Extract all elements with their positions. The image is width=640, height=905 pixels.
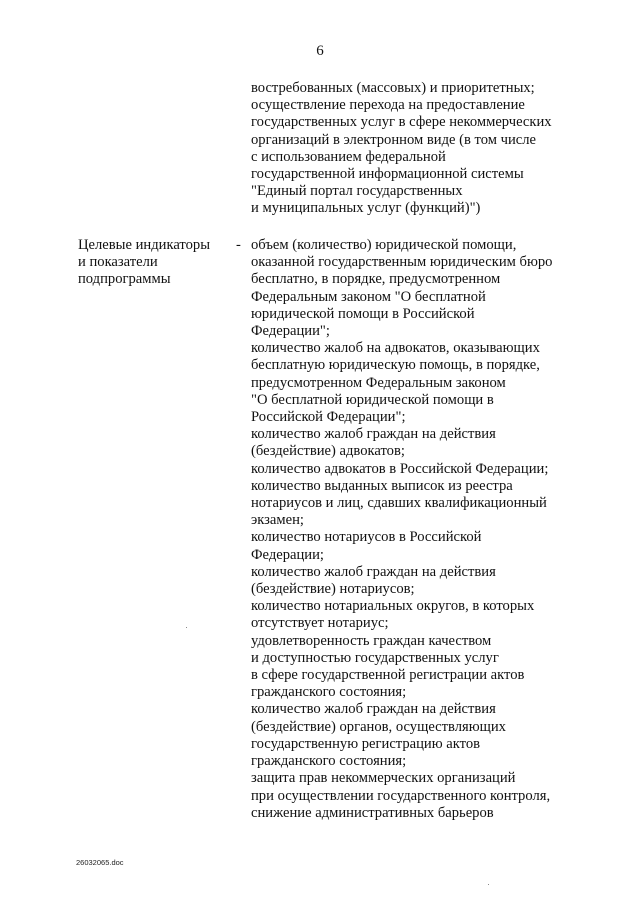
row-value-line: (бездействие) адвокатов; — [251, 443, 405, 460]
row-value-line: гражданского состояния; — [251, 684, 407, 701]
row-value-line: количество адвокатов в Российской Федерации; — [251, 460, 549, 477]
row-value-line: нотариусов и лиц, сдавших квалификационный — [251, 495, 547, 512]
row-value-line: государственную регистрацию актов — [251, 735, 481, 752]
row-value-line: количество нотариусов в Российской — [251, 529, 482, 546]
continuation-line: организаций в электронном виде (в том числе — [251, 131, 536, 148]
row-label-line: Целевые индикаторы — [78, 237, 211, 253]
row-value-line: количество нотариальных округов, в которых — [251, 598, 535, 615]
row-value-line: бесплатно, в порядке, предусмотренном — [251, 271, 501, 288]
continuation-line: востребованных (массовых) и приоритетных; — [251, 80, 535, 96]
row-value-line: при осуществлении государственного контроля, — [251, 787, 551, 804]
continuation-text-block — [251, 80, 581, 218]
continuation-line: "Единый портал государственных — [251, 183, 463, 200]
row-value-line: "О бесплатной юридической помощи в — [251, 391, 494, 408]
continuation-line: с использованием федеральной — [251, 148, 446, 165]
row-value-line: оказанной государственным юридическим бюро — [251, 254, 553, 271]
row-value-line: в сфере государственной регистрации актов — [251, 667, 525, 684]
row-value-line: бесплатную юридическую помощь, в порядке, — [251, 357, 540, 374]
row-value-line: юридической помощи в Российской — [251, 305, 475, 322]
indicators-row-value — [251, 237, 581, 822]
row-value-line: и доступностью государственных услуг — [251, 649, 499, 666]
row-value-line: (бездействие) нотариусов; — [251, 581, 415, 598]
row-value-line: количество жалоб граждан на действия — [251, 701, 496, 718]
row-value-line: снижение административных барьеров — [251, 804, 494, 821]
row-separator-dash: - — [236, 237, 241, 253]
row-label-line: и показатели — [78, 254, 158, 271]
continuation-line: и муниципальных услуг (функций)") — [251, 200, 481, 217]
continuation-line: государственных услуг в сфере некоммерческих — [251, 114, 552, 131]
page-number: 6 — [316, 43, 324, 59]
row-label-line: подпрограммы — [78, 271, 171, 288]
row-value-line: удовлетворенность граждан качеством — [251, 632, 492, 649]
continuation-line: осуществление перехода на предоставление — [251, 97, 525, 114]
row-value-line: (бездействие) органов, осуществляющих — [251, 718, 506, 735]
row-value-line: объем (количество) юридической помощи, — [251, 237, 517, 253]
row-value-line: количество жалоб на адвокатов, оказывающих — [251, 340, 540, 357]
row-value-line: Российской Федерации"; — [251, 409, 406, 426]
row-value-line: Федерации"; — [251, 323, 330, 340]
row-value-line: количество жалоб граждан на действия — [251, 563, 496, 580]
scan-speck — [488, 884, 489, 885]
row-value-line: защита прав некоммерческих организаций — [251, 770, 516, 787]
row-value-line: Федерации; — [251, 546, 324, 563]
indicators-row-label — [78, 237, 228, 289]
row-value-line: гражданского состояния; — [251, 753, 407, 770]
continuation-line: государственной информационной системы — [251, 166, 524, 183]
scan-speck — [186, 627, 187, 628]
row-value-line: отсутствует нотариус; — [251, 615, 389, 632]
row-value-line: экзамен; — [251, 512, 304, 529]
row-value-line: количество жалоб граждан на действия — [251, 426, 496, 443]
row-value-line: предусмотренном Федеральным законом — [251, 374, 506, 391]
footer-filename: 26032065.doc — [76, 858, 124, 867]
row-value-line: Федеральным законом "О бесплатной — [251, 288, 486, 305]
row-value-line: количество выданных выписок из реестра — [251, 477, 513, 494]
